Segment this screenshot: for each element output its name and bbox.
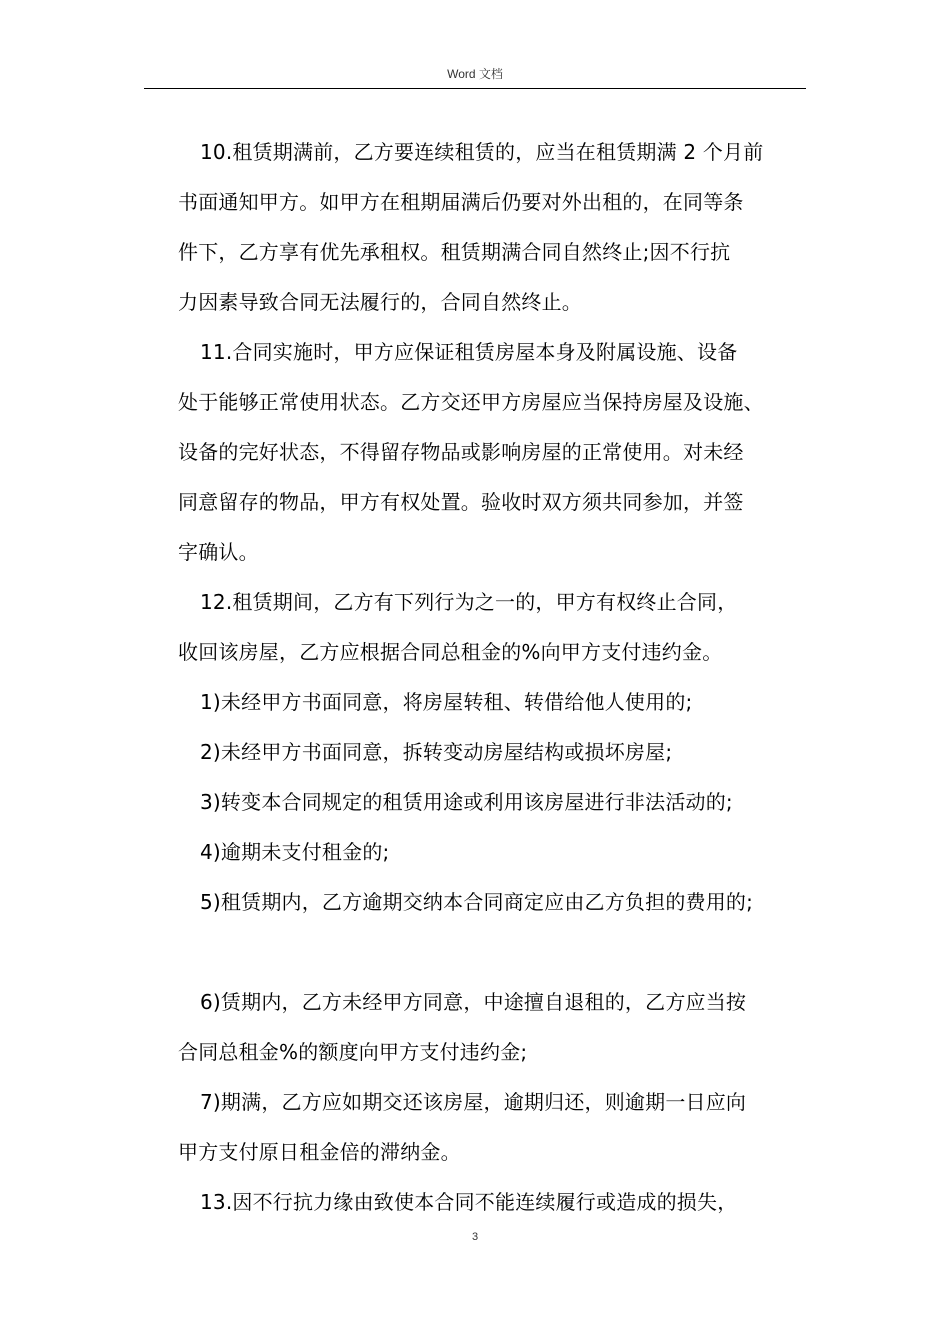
paragraph-gap [178,927,818,977]
paragraph-line: 设备的完好状态，不得留存物品或影响房屋的正常使用。对未经 [178,440,744,464]
paragraph-line: 力因素导致合同无法履行的，合同自然终止。 [178,290,582,314]
page-number: 3 [471,1231,479,1243]
paragraph-line: 10.租赁期满前，乙方要连续租赁的，应当在租赁期满 2 个月前 [200,140,764,164]
list-item: 6)赁期内，乙方未经甲方同意，中途擅自退租的，乙方应当按 [200,990,747,1014]
document-body [178,127,818,1227]
paragraph-line: 12.租赁期间，乙方有下列行为之一的，甲方有权终止合同， [200,590,738,614]
list-item: 4)逾期未支付租金的; [200,840,390,864]
paragraph-line: 收回该房屋，乙方应根据合同总租金的%向甲方支付违约金。 [178,640,723,664]
paragraph-line: 件下，乙方享有优先承租权。租赁期满合同自然终止;因不行抗 [178,240,731,264]
paragraph-line: 11.合同实施时，甲方应保证租赁房屋本身及附属设施、设备 [200,340,738,364]
paragraph-line: 合同总租金%的额度向甲方支付违约金; [178,1040,528,1064]
paragraph-line: 字确认。 [178,540,259,564]
paragraph-line: 书面通知甲方。如甲方在租期届满后仍要对外出租的，在同等条 [178,190,744,214]
header-divider [144,88,806,89]
list-item: 2)未经甲方书面同意，拆转变动房屋结构或损坏房屋; [200,740,673,764]
list-item: 5)租赁期内，乙方逾期交纳本合同商定应由乙方负担的费用的; [200,890,754,914]
list-item: 3)转变本合同规定的租赁用途或利用该房屋进行非法活动的; [200,790,733,814]
paragraph-line: 甲方支付原日租金倍的滞纳金。 [178,1140,461,1164]
paragraph-line: 处于能够正常使用状态。乙方交还甲方房屋应当保持房屋及设施、 [178,390,764,414]
list-item: 7)期满，乙方应如期交还该房屋，逾期归还，则逾期一日应向 [200,1090,747,1114]
list-item: 1)未经甲方书面同意，将房屋转租、转借给他人使用的; [200,690,693,714]
page-header-title: Word 文档 [447,67,503,81]
paragraph-line: 同意留存的物品，甲方有权处置。验收时双方须共同参加，并签 [178,490,744,514]
paragraph-line: 13.因不行抗力缘由致使本合同不能连续履行或造成的损失， [200,1190,738,1214]
